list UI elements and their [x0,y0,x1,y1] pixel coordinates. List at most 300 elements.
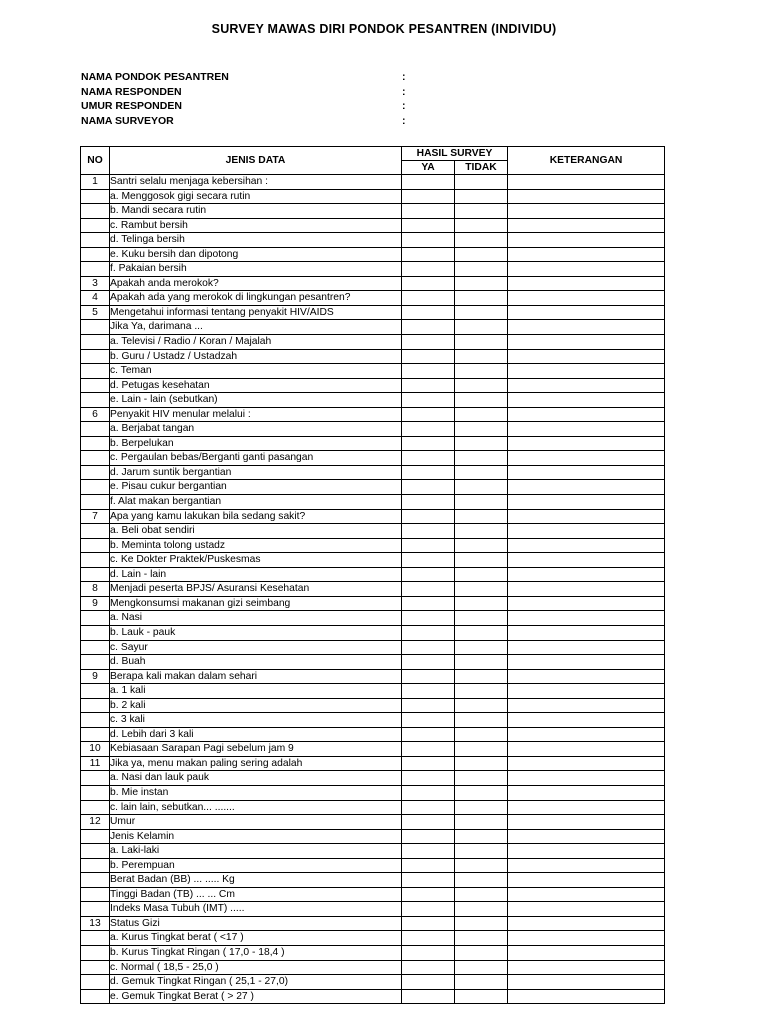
row-number [81,218,110,233]
answer-tidak-cell[interactable] [455,611,508,626]
answer-ya-cell[interactable] [402,320,455,335]
keterangan-cell[interactable] [508,422,665,437]
answer-tidak-cell[interactable] [455,364,508,379]
row-question: c. Normal ( 18,5 - 25,0 ) [110,960,402,975]
answer-tidak-cell[interactable] [455,858,508,873]
survey-table [80,146,665,1004]
row-number: 5 [81,305,110,320]
answer-ya-cell[interactable] [402,625,455,640]
row-question: e. Lain - lain (sebutkan) [110,393,402,408]
meta-colon: : [402,100,406,112]
row-question: e. Kuku bersih dan dipotong [110,247,402,262]
row-question: d. Gemuk Tingkat Ringan ( 25,1 - 27,0) [110,975,402,990]
row-question: b. Perempuan [110,858,402,873]
answer-ya-cell[interactable] [402,945,455,960]
keterangan-cell[interactable] [508,815,665,830]
keterangan-cell[interactable] [508,684,665,699]
row-number: 10 [81,742,110,757]
answer-tidak-cell[interactable] [455,785,508,800]
document-title: SURVEY MAWAS DIRI PONDOK PESANTREN (INDIVIDU) [211,22,557,36]
table-row [81,713,665,728]
row-question: a. Menggosok gigi secara rutin [110,189,402,204]
row-question: Jenis Kelamin [110,829,402,844]
row-question: d. Jarum suntik bergantian [110,465,402,480]
table-row [81,509,665,524]
answer-ya-cell[interactable] [402,727,455,742]
answer-ya-cell[interactable] [402,451,455,466]
answer-tidak-cell[interactable] [455,247,508,262]
row-question: b. Mie instan [110,785,402,800]
meta-label: NAMA RESPONDEN [81,85,182,98]
keterangan-cell[interactable] [508,349,665,364]
row-question: a. Kurus Tingkat berat ( <17 ) [110,931,402,946]
answer-tidak-cell[interactable] [455,305,508,320]
row-number: 9 [81,669,110,684]
answer-tidak-cell[interactable] [455,655,508,670]
answer-tidak-cell[interactable] [455,553,508,568]
answer-tidak-cell[interactable] [455,175,508,190]
keterangan-cell[interactable] [508,465,665,480]
answer-ya-cell[interactable] [402,495,455,510]
answer-tidak-cell[interactable] [455,815,508,830]
answer-ya-cell[interactable] [402,204,455,219]
answer-ya-cell[interactable] [402,582,455,597]
answer-ya-cell[interactable] [402,902,455,917]
keterangan-cell[interactable] [508,931,665,946]
keterangan-cell[interactable] [508,247,665,262]
row-number [81,233,110,248]
meta-colon: : [402,71,406,83]
keterangan-cell[interactable] [508,335,665,350]
row-question: Jika ya, menu makan paling sering adalah [110,756,402,771]
answer-tidak-cell[interactable] [455,931,508,946]
keterangan-cell[interactable] [508,756,665,771]
keterangan-cell[interactable] [508,364,665,379]
row-number [81,524,110,539]
row-number: 1 [81,175,110,190]
row-number [81,189,110,204]
meta-label: UMUR RESPONDEN [81,100,182,112]
answer-ya-cell[interactable] [402,844,455,859]
row-question: b. Berpelukan [110,436,402,451]
answer-ya-cell[interactable] [402,858,455,873]
row-question: Indeks Masa Tubuh (IMT) ..... [110,902,402,917]
row-question: Berapa kali makan dalam sehari [110,669,402,684]
meta-row [81,70,421,85]
answer-ya-cell[interactable] [402,422,455,437]
answer-ya-cell[interactable] [402,175,455,190]
table-row [81,989,665,1004]
answer-ya-cell[interactable] [402,742,455,757]
answer-tidak-cell[interactable] [455,393,508,408]
keterangan-cell[interactable] [508,553,665,568]
keterangan-cell[interactable] [508,858,665,873]
row-number: 7 [81,509,110,524]
row-number [81,785,110,800]
answer-ya-cell[interactable] [402,785,455,800]
keterangan-cell[interactable] [508,436,665,451]
meta-label: NAMA SURVEYOR [81,114,174,127]
keterangan-cell[interactable] [508,829,665,844]
row-question: Mengkonsumsi makanan gizi seimbang [110,596,402,611]
answer-ya-cell[interactable] [402,305,455,320]
answer-ya-cell[interactable] [402,291,455,306]
keterangan-cell[interactable] [508,175,665,190]
row-number [81,844,110,859]
table-row [81,305,665,320]
answer-ya-cell[interactable] [402,509,455,524]
row-question: Menjadi peserta BPJS/ Asuransi Kesehatan [110,582,402,597]
answer-ya-cell[interactable] [402,407,455,422]
answer-ya-cell[interactable] [402,553,455,568]
answer-ya-cell[interactable] [402,465,455,480]
answer-ya-cell[interactable] [402,669,455,684]
keterangan-cell[interactable] [508,495,665,510]
answer-tidak-cell[interactable] [455,945,508,960]
row-question: Jika Ya, darimana ... [110,320,402,335]
keterangan-cell[interactable] [508,989,665,1004]
answer-tidak-cell[interactable] [455,771,508,786]
row-question: c. 3 kali [110,713,402,728]
header-keterangan: KETERANGAN [508,147,665,175]
row-number: 12 [81,815,110,830]
table-row [81,320,665,335]
keterangan-cell[interactable] [508,625,665,640]
row-number [81,204,110,219]
answer-tidak-cell[interactable] [455,582,508,597]
keterangan-cell[interactable] [508,233,665,248]
row-number [81,611,110,626]
table-row [81,567,665,582]
answer-tidak-cell[interactable] [455,233,508,248]
row-number: 8 [81,582,110,597]
row-number: 13 [81,916,110,931]
keterangan-cell[interactable] [508,538,665,553]
answer-ya-cell[interactable] [402,815,455,830]
row-number [81,655,110,670]
answer-tidak-cell[interactable] [455,495,508,510]
keterangan-cell[interactable] [508,509,665,524]
answer-tidak-cell[interactable] [455,567,508,582]
table-row [81,495,665,510]
row-number: 3 [81,276,110,291]
header-hasil-survey: HASIL SURVEY [402,147,508,161]
answer-tidak-cell[interactable] [455,960,508,975]
answer-ya-cell[interactable] [402,873,455,888]
answer-ya-cell[interactable] [402,698,455,713]
table-row [81,975,665,990]
table-row [81,945,665,960]
meta-colon: : [402,114,406,127]
row-number [81,727,110,742]
answer-ya-cell[interactable] [402,189,455,204]
keterangan-cell[interactable] [508,305,665,320]
answer-ya-cell[interactable] [402,393,455,408]
keterangan-cell[interactable] [508,742,665,757]
table-row [81,480,665,495]
keterangan-cell[interactable] [508,480,665,495]
keterangan-cell[interactable] [508,887,665,902]
answer-ya-cell[interactable] [402,756,455,771]
answer-ya-cell[interactable] [402,480,455,495]
answer-ya-cell[interactable] [402,611,455,626]
answer-ya-cell[interactable] [402,684,455,699]
answer-tidak-cell[interactable] [455,640,508,655]
meta-label: NAMA PONDOK PESANTREN [81,71,229,83]
meta-row [81,99,421,114]
row-number [81,436,110,451]
row-number: 9 [81,596,110,611]
answer-tidak-cell[interactable] [455,407,508,422]
answer-tidak-cell[interactable] [455,218,508,233]
answer-tidak-cell[interactable] [455,276,508,291]
table-row [81,407,665,422]
table-row [81,247,665,262]
row-question: Kebiasaan Sarapan Pagi sebelum jam 9 [110,742,402,757]
keterangan-cell[interactable] [508,611,665,626]
keterangan-cell[interactable] [508,727,665,742]
keterangan-cell[interactable] [508,218,665,233]
keterangan-cell[interactable] [508,902,665,917]
table-row [81,451,665,466]
row-question: a. Nasi dan lauk pauk [110,771,402,786]
answer-tidak-cell[interactable] [455,349,508,364]
table-row [81,844,665,859]
row-number: 11 [81,756,110,771]
answer-tidak-cell[interactable] [455,451,508,466]
answer-ya-cell[interactable] [402,931,455,946]
row-question: b. Meminta tolong ustadz [110,538,402,553]
row-question: Apakah anda merokok? [110,276,402,291]
row-number [81,931,110,946]
answer-tidak-cell[interactable] [455,684,508,699]
table-row [81,436,665,451]
table-row [81,858,665,873]
answer-ya-cell[interactable] [402,378,455,393]
answer-tidak-cell[interactable] [455,262,508,277]
row-question: a. Nasi [110,611,402,626]
meta-row [81,85,421,100]
keterangan-cell[interactable] [508,582,665,597]
keterangan-cell[interactable] [508,567,665,582]
row-question: e. Pisau cukur bergantian [110,480,402,495]
row-number [81,640,110,655]
keterangan-cell[interactable] [508,771,665,786]
table-row [81,349,665,364]
answer-tidak-cell[interactable] [455,480,508,495]
answer-tidak-cell[interactable] [455,436,508,451]
answer-tidak-cell[interactable] [455,189,508,204]
keterangan-cell[interactable] [508,640,665,655]
answer-ya-cell[interactable] [402,655,455,670]
table-row [81,960,665,975]
answer-ya-cell[interactable] [402,364,455,379]
respondent-info [81,70,421,128]
row-number [81,451,110,466]
row-question: f. Alat makan bergantian [110,495,402,510]
row-number [81,335,110,350]
keterangan-cell[interactable] [508,451,665,466]
keterangan-cell[interactable] [508,393,665,408]
table-row [81,655,665,670]
row-number [81,698,110,713]
row-question: c. Sayur [110,640,402,655]
table-row [81,393,665,408]
keterangan-cell[interactable] [508,320,665,335]
row-number [81,625,110,640]
keterangan-cell[interactable] [508,945,665,960]
answer-ya-cell[interactable] [402,989,455,1004]
answer-tidak-cell[interactable] [455,378,508,393]
row-question: a. Televisi / Radio / Koran / Majalah [110,335,402,350]
row-question: c. Rambut bersih [110,218,402,233]
answer-tidak-cell[interactable] [455,742,508,757]
answer-ya-cell[interactable] [402,247,455,262]
answer-ya-cell[interactable] [402,960,455,975]
row-number [81,684,110,699]
row-question: d. Buah [110,655,402,670]
answer-ya-cell[interactable] [402,538,455,553]
answer-ya-cell[interactable] [402,975,455,990]
keterangan-cell[interactable] [508,698,665,713]
answer-tidak-cell[interactable] [455,509,508,524]
answer-tidak-cell[interactable] [455,291,508,306]
answer-tidak-cell[interactable] [455,844,508,859]
row-question: a. 1 kali [110,684,402,699]
row-number [81,378,110,393]
table-row [81,233,665,248]
table-row [81,800,665,815]
answer-tidak-cell[interactable] [455,975,508,990]
keterangan-cell[interactable] [508,276,665,291]
row-question: Mengetahui informasi tentang penyakit HIV/AIDS [110,305,402,320]
answer-tidak-cell[interactable] [455,524,508,539]
row-number [81,829,110,844]
table-row [81,262,665,277]
answer-tidak-cell[interactable] [455,713,508,728]
row-question: c. Pergaulan bebas/Berganti ganti pasangan [110,451,402,466]
keterangan-cell[interactable] [508,596,665,611]
answer-ya-cell[interactable] [402,916,455,931]
table-row [81,684,665,699]
keterangan-cell[interactable] [508,204,665,219]
answer-tidak-cell[interactable] [455,916,508,931]
answer-ya-cell[interactable] [402,436,455,451]
answer-tidak-cell[interactable] [455,538,508,553]
keterangan-cell[interactable] [508,975,665,990]
keterangan-cell[interactable] [508,524,665,539]
answer-tidak-cell[interactable] [455,422,508,437]
keterangan-cell[interactable] [508,800,665,815]
answer-tidak-cell[interactable] [455,320,508,335]
header-tidak: TIDAK [455,161,508,175]
answer-tidak-cell[interactable] [455,800,508,815]
keterangan-cell[interactable] [508,655,665,670]
table-row [81,887,665,902]
table-row [81,524,665,539]
row-number [81,975,110,990]
keterangan-cell[interactable] [508,960,665,975]
answer-ya-cell[interactable] [402,218,455,233]
answer-tidak-cell[interactable] [455,625,508,640]
answer-tidak-cell[interactable] [455,465,508,480]
answer-ya-cell[interactable] [402,276,455,291]
row-number [81,989,110,1004]
keterangan-cell[interactable] [508,262,665,277]
answer-tidak-cell[interactable] [455,727,508,742]
meta-row [81,114,421,129]
answer-tidak-cell[interactable] [455,989,508,1004]
answer-ya-cell[interactable] [402,713,455,728]
keterangan-cell[interactable] [508,378,665,393]
answer-ya-cell[interactable] [402,524,455,539]
answer-ya-cell[interactable] [402,800,455,815]
keterangan-cell[interactable] [508,291,665,306]
keterangan-cell[interactable] [508,873,665,888]
row-question: c. lain lain, sebutkan... ....... [110,800,402,815]
row-number [81,771,110,786]
keterangan-cell[interactable] [508,916,665,931]
answer-tidak-cell[interactable] [455,204,508,219]
keterangan-cell[interactable] [508,844,665,859]
table-row [81,756,665,771]
answer-ya-cell[interactable] [402,771,455,786]
answer-tidak-cell[interactable] [455,829,508,844]
table-row [81,582,665,597]
answer-ya-cell[interactable] [402,233,455,248]
row-question: Umur [110,815,402,830]
row-question: b. Kurus Tingkat Ringan ( 17,0 - 18,4 ) [110,945,402,960]
answer-ya-cell[interactable] [402,349,455,364]
table-row [81,669,665,684]
answer-tidak-cell[interactable] [455,887,508,902]
answer-ya-cell[interactable] [402,887,455,902]
answer-ya-cell[interactable] [402,567,455,582]
row-number [81,247,110,262]
table-row [81,291,665,306]
answer-ya-cell[interactable] [402,262,455,277]
keterangan-cell[interactable] [508,785,665,800]
table-row [81,640,665,655]
keterangan-cell[interactable] [508,713,665,728]
keterangan-cell[interactable] [508,189,665,204]
answer-tidak-cell[interactable] [455,873,508,888]
row-number [81,960,110,975]
table-row [81,611,665,626]
row-number: 6 [81,407,110,422]
answer-tidak-cell[interactable] [455,335,508,350]
answer-tidak-cell[interactable] [455,596,508,611]
row-number [81,800,110,815]
keterangan-cell[interactable] [508,669,665,684]
row-question: Santri selalu menjaga kebersihan : [110,175,402,190]
table-row [81,218,665,233]
answer-tidak-cell[interactable] [455,698,508,713]
row-number [81,945,110,960]
answer-tidak-cell[interactable] [455,902,508,917]
row-question: d. Lain - lain [110,567,402,582]
table-row [81,364,665,379]
answer-tidak-cell[interactable] [455,756,508,771]
answer-ya-cell[interactable] [402,335,455,350]
answer-ya-cell[interactable] [402,640,455,655]
row-question: d. Petugas kesehatan [110,378,402,393]
answer-ya-cell[interactable] [402,596,455,611]
row-number [81,422,110,437]
answer-ya-cell[interactable] [402,829,455,844]
answer-tidak-cell[interactable] [455,669,508,684]
keterangan-cell[interactable] [508,407,665,422]
